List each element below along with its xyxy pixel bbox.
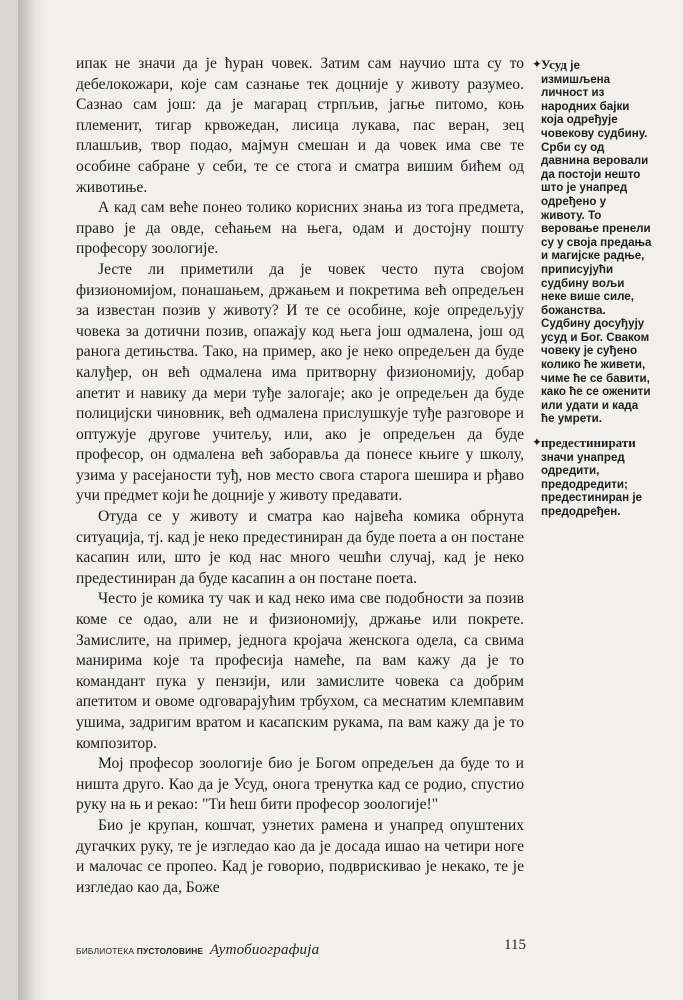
- glossary-term: Усуд: [541, 57, 567, 72]
- note-bullet-icon: ✦: [532, 58, 542, 71]
- note-bullet-icon: ✦: [532, 436, 542, 450]
- main-text-column: [76, 54, 524, 898]
- series-name-part2: ПУСТОЛОВИНЕ: [136, 946, 204, 956]
- glossary-sidebar: [532, 58, 652, 529]
- paragraph-5: Често је комика ту чак и кад неко има све подобности за позив коме се одао, али не и физиономију, држање или покрете. Замислите, на пример, једнога кројача женскога одела, са свима манирима које та професија намеће, па вам кажу да је то командант пука у пензији, или замислите човека са добрим апетитом и овоме одговарајућим трбухом, са меснатим клемпавим ушима, задригим вратом и касапским рукама, па вам кажу да је то композитор.: [76, 590, 524, 752]
- glossary-definition: значи унапред одредити, предодредити; предестиниран је предодређен.: [541, 450, 642, 518]
- paragraph-1: ипак не значи да је ћуран човек. Затим сам научио шта су то дебелокожари, које сам сазнање тек доцније у животу разумео. Сазнао сам још: да је магарац стрпљив, јагње питомо, коњ племенит, тигар крвожедан, лисица лукава, пас веран, зец плашљив, твор подао, мајмун смешан и да човек има све те особине сабране у себи, те се стога и сматра вишим бићем од животиње.: [76, 55, 524, 196]
- book-title: Аутобиографија: [209, 942, 320, 958]
- page-number: 115: [504, 937, 526, 953]
- book-page: [18, 0, 683, 1000]
- glossary-definition: је измишљена личност из народних бајки која одређује човекову судбину. Срби су од давнина веровали да постоји нешто што је унапред одређено у животу. То веровање пренели су у своја предања и магијске радње, приписујући судбину вољи неке више силе, божанства. Судбину досуђују усуд и Бог. Сваком човеку је суђено колико ће живети, чиме ће се бавити, како ће се оженити или удати и када ће умрети.: [541, 59, 652, 426]
- paragraph-4: Отуда се у животу и сматра као највећа комика обрнута ситуација, тј. кад је неко предестиниран да буде поета а он постане касапин или, што је код нас много чешћи случај, кад је неко предестиниран да буде касапин а он постане поета.: [76, 508, 524, 587]
- series-name-part1: БИБЛИОТЕКА: [76, 946, 135, 956]
- series-label: [76, 942, 319, 959]
- glossary-term: предестинирати: [541, 435, 636, 451]
- paragraph-2: А кад сам веће понео толико корисних знања из тога предмета, право је да овде, сећањем на њега, одам и достојну пошту професору зоологије.: [76, 199, 524, 258]
- page-footer: [76, 937, 526, 957]
- paragraph-3: Јесте ли приметили да је човек често пута својом физиономијом, понашањем, држањем и покретима већ опредељен за известан позив у животу? И те се особине, које опредељују човека за дотични позив, опажају код њега још одмалена, још од ранога детињства. Тако, на пример, ако је неко опредељен да буде калуђер, он већ одмалена има притворну физиономију, добар апетит и навику да мери туђе залогаје; ако је опредељен да буде полицијски чиновник, већ одмалена прислушкује туђе разговоре и оптужује другове учитељу, или, ако је опредељен да буде професор, он одмалена већ заборавља да понесе књиге у школу, узима у расејаности туђ, нов место свога старога шешира и рђаво учи предмет који ће доцније у животу предавати.: [76, 260, 524, 505]
- glossary-note-predestinirati: [532, 436, 652, 519]
- glossary-note-usud: [532, 58, 652, 426]
- paragraph-6: Мој професор зоологије био је Богом опредељен да буде то и ништа друго. Као да је Усуд, онога тренутка кад се родио, спустио руку на њ и рекао: "Ти ћеш бити професор зоологије!": [76, 755, 524, 814]
- page-gutter-shadow: [18, 0, 48, 1000]
- paragraph-7: Био је крупан, кошчат, узнетих рамена и унапред опуштених дугачких руку, те је изгледао као да је досада ишао на четири ноге и малочас се пропео. Кад је говорио, подврискивао је некако, те је изгледао као да, Боже: [76, 816, 524, 896]
